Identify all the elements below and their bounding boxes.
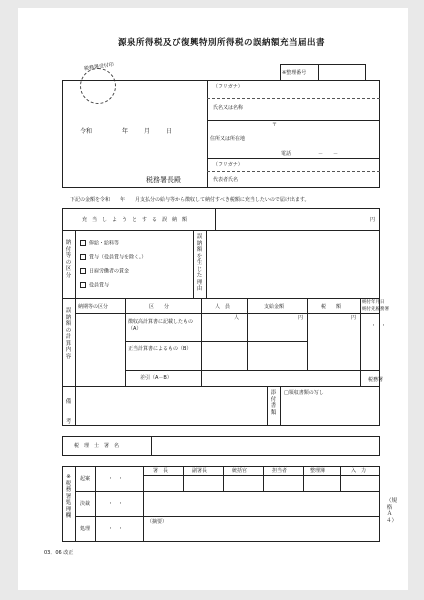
office-col-input: 入 力 (351, 468, 367, 474)
form-sheet (18, 8, 408, 590)
size-note: （規格Ａ４） (386, 498, 398, 524)
category-item-3: 日雇労働者の賃金 (80, 268, 129, 275)
office-row-approval: 決裁 (80, 501, 91, 507)
name-label: 氏名又は名称 (213, 105, 244, 111)
date-era: 令和 (80, 128, 93, 135)
office-row-draft: 起案 (80, 476, 91, 482)
reason-side-label: 誤納額を生じた理由 (196, 234, 203, 292)
office-col-staff: 担当者 (272, 468, 288, 474)
reception-stamp-label: 税務署受付印 (83, 61, 115, 73)
amount-yen: 円 (370, 217, 376, 223)
attachments-side-label: 添付書類 (270, 390, 277, 416)
calc-header-category: 区 分 (149, 304, 170, 310)
form-title: 源泉所得税及び復興特別所得税の誤納額充当届出書 (118, 38, 326, 48)
office-col-supervisor: 統括官 (232, 468, 248, 474)
address-label: 住所又は所在地 (210, 136, 246, 142)
office-col-deputy: 副署長 (192, 468, 208, 474)
calc-row-a: 徴収高計算書に記載したもの（A） (128, 319, 194, 332)
office-use-side-label: ※税務署処理欄 (65, 474, 72, 519)
postal-mark: 〒 (272, 122, 278, 128)
office-memo-label: （摘要） (147, 519, 168, 525)
unit-tax: 円 (351, 315, 357, 321)
amount-label: 充 当 し よ う と す る 誤 納 額 (82, 217, 188, 223)
furigana-label-1: （フリガナ） (213, 84, 243, 90)
remarks-side-label: 備考 (65, 399, 72, 425)
category-item-4: 役員賞与 (80, 282, 109, 289)
ref-number-label: ※整理番号 (282, 70, 307, 76)
calc-header-pay: 支給金額 (264, 304, 285, 310)
office-row-processing: 処理 (80, 526, 91, 532)
attachment-item: □領収書類の写し (284, 390, 324, 396)
date-month: 月 (144, 128, 151, 135)
accountant-label: 税 理 士 署 名 (74, 443, 120, 449)
calc-header-office: 納付先税務署 (362, 307, 389, 312)
unit-people: 人 (234, 315, 240, 321)
category-checkbox-4[interactable] (80, 282, 86, 288)
category-checkbox-3[interactable] (80, 268, 86, 274)
office-col-ledger: 整理簿 (310, 468, 326, 474)
office-dots-3: ・ ・ (108, 526, 124, 532)
due-date-dots: ・ ・ (371, 323, 387, 329)
category-checkbox-2[interactable] (80, 254, 86, 260)
office-label: 税務署長殿 (146, 176, 181, 184)
category-item-2: 賞与（役員賞与を除く。） (80, 254, 146, 261)
tax-office-small: 税務署 (368, 377, 384, 383)
category-item-1: 俸給・給料等 (80, 240, 119, 247)
category-checkbox-1[interactable] (80, 240, 86, 246)
calc-side-label: 誤納額の計算内容 (65, 308, 72, 360)
phone-separator: － － (318, 151, 339, 157)
furigana-label-2: （フリガナ） (213, 162, 243, 168)
office-dots-2: ・ ・ (108, 501, 124, 507)
calc-header-division: 納期等の区分 (78, 304, 109, 310)
revision-label: 03．06 改正 (44, 550, 74, 556)
representative-label: 代表者氏名 (213, 177, 239, 183)
calc-header-tax: 税 額 (321, 304, 342, 310)
date-year: 年 (122, 128, 129, 135)
date-day: 日 (166, 128, 173, 135)
calc-header-people: 人 員 (215, 304, 231, 310)
calc-row-b: 正当計算書によるもの（B） (128, 346, 192, 352)
office-dots-1: ・ ・ (108, 476, 124, 482)
calc-row-diff: 差引（A－B） (140, 375, 172, 381)
phone-label: 電話 (281, 151, 292, 157)
statement-text: 下記の金額を令和 年 月支払分の給与等から徴収して納付すべき税額に充当したいので届け出ます。 (70, 197, 310, 203)
unit-pay: 円 (298, 315, 304, 321)
office-col-chief: 署 長 (153, 468, 169, 474)
category-side-label: 納付等の区分 (65, 240, 72, 279)
calc-header-due: 納付年月日 (362, 300, 385, 305)
